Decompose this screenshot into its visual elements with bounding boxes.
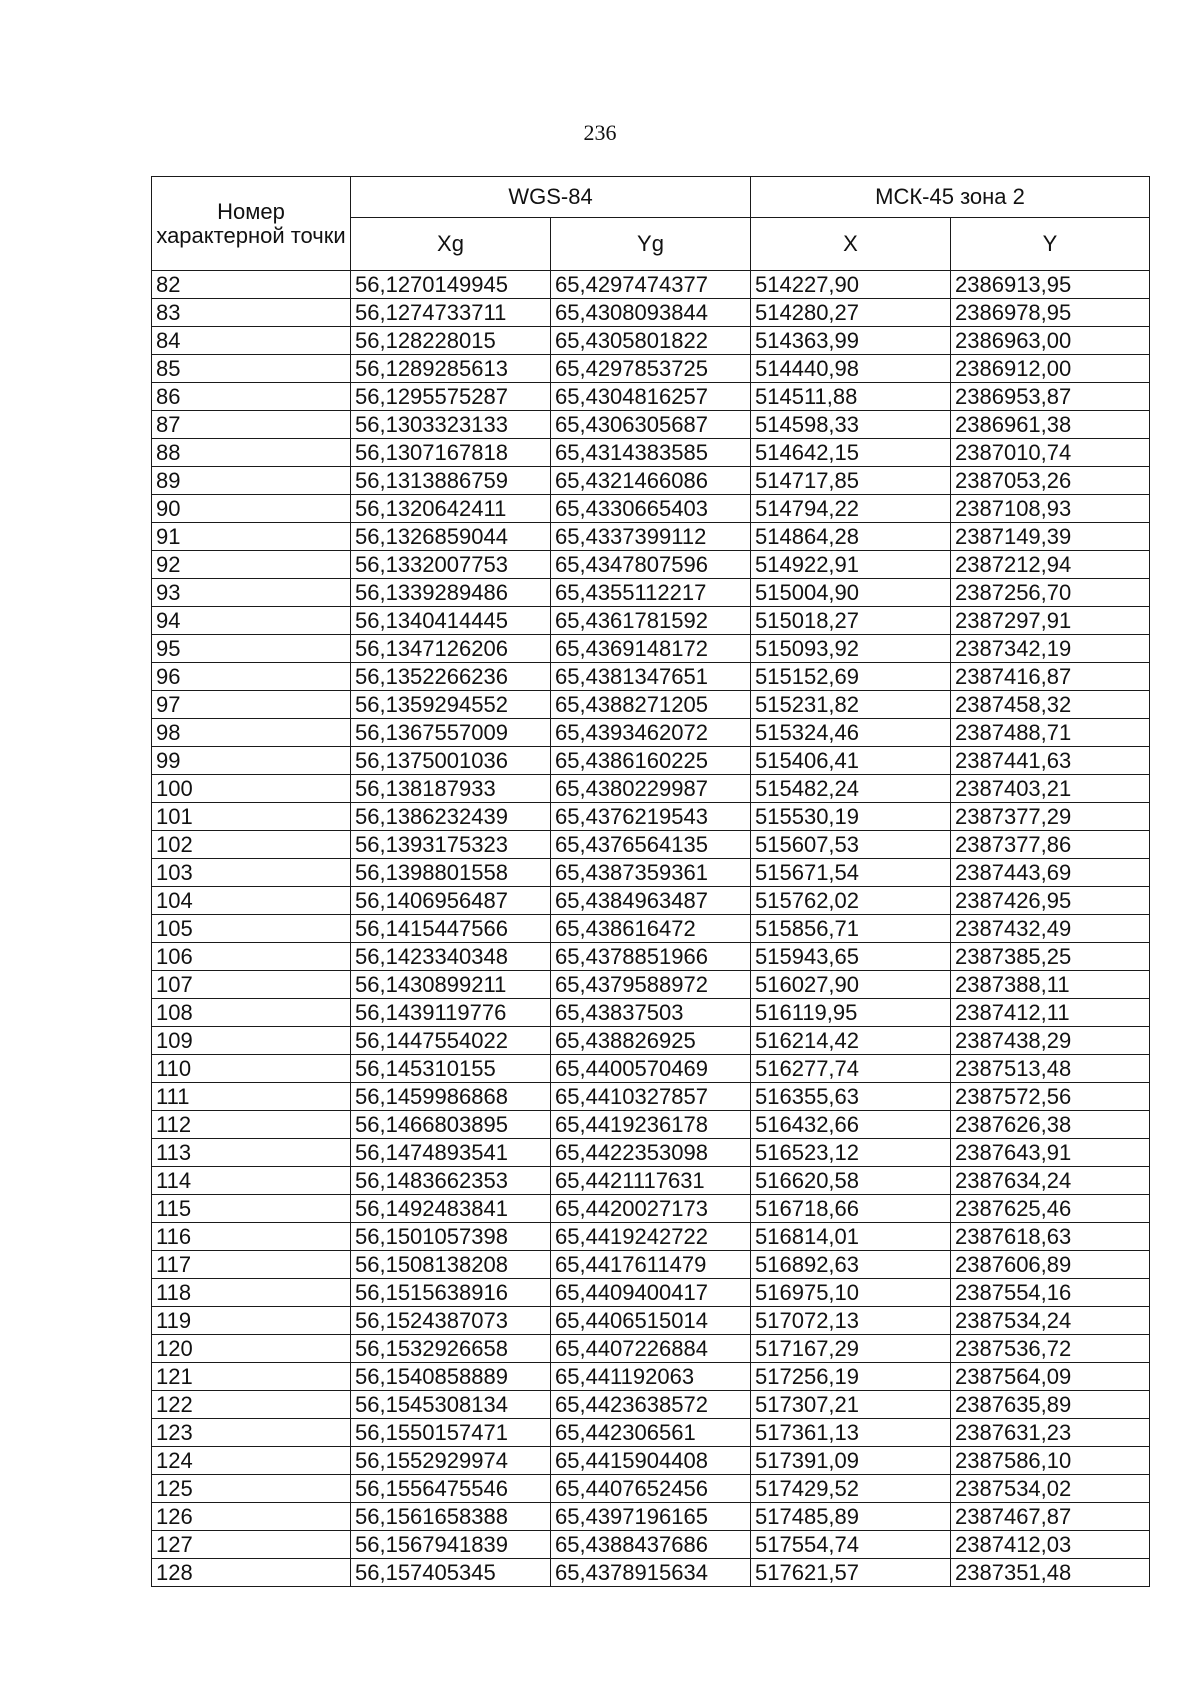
cell-yg: 65,4419236178	[551, 1111, 751, 1139]
table-row	[152, 999, 1150, 1027]
cell-y: 2387351,48	[951, 1559, 1150, 1587]
cell-y: 2386961,38	[951, 411, 1150, 439]
cell-point-number: 126	[152, 1503, 351, 1531]
table-row	[152, 663, 1150, 691]
table-row	[152, 467, 1150, 495]
cell-yg: 65,4330665403	[551, 495, 751, 523]
cell-point-number: 83	[152, 299, 351, 327]
cell-point-number: 117	[152, 1251, 351, 1279]
cell-xg: 56,1466803895	[351, 1111, 551, 1139]
cell-y: 2387377,86	[951, 831, 1150, 859]
cell-yg: 65,4337399112	[551, 523, 751, 551]
cell-yg: 65,4321466086	[551, 467, 751, 495]
cell-x: 517361,13	[751, 1419, 951, 1447]
table-row	[152, 1307, 1150, 1335]
cell-yg: 65,4421117631	[551, 1167, 751, 1195]
table-row	[152, 523, 1150, 551]
table-row	[152, 1559, 1150, 1587]
cell-yg: 65,4409400417	[551, 1279, 751, 1307]
cell-xg: 56,1545308134	[351, 1391, 551, 1419]
cell-x: 517256,19	[751, 1363, 951, 1391]
cell-x: 515856,71	[751, 915, 951, 943]
cell-point-number: 114	[152, 1167, 351, 1195]
table-row	[152, 1279, 1150, 1307]
cell-x: 516432,66	[751, 1111, 951, 1139]
cell-xg: 56,157405345	[351, 1559, 551, 1587]
table-row	[152, 439, 1150, 467]
cell-x: 517391,09	[751, 1447, 951, 1475]
cell-yg: 65,4384963487	[551, 887, 751, 915]
cell-point-number: 101	[152, 803, 351, 831]
cell-point-number: 89	[152, 467, 351, 495]
cell-y: 2387488,71	[951, 719, 1150, 747]
cell-xg: 56,1474893541	[351, 1139, 551, 1167]
cell-x: 516119,95	[751, 999, 951, 1027]
header-wgs84: WGS-84	[351, 177, 751, 218]
cell-y: 2387458,32	[951, 691, 1150, 719]
cell-xg: 56,1340414445	[351, 607, 551, 635]
cell-point-number: 98	[152, 719, 351, 747]
cell-x: 517167,29	[751, 1335, 951, 1363]
cell-x: 514363,99	[751, 327, 951, 355]
cell-x: 517485,89	[751, 1503, 951, 1531]
cell-point-number: 125	[152, 1475, 351, 1503]
cell-y: 2387467,87	[951, 1503, 1150, 1531]
table-row	[152, 971, 1150, 999]
cell-xg: 56,145310155	[351, 1055, 551, 1083]
header-x: X	[751, 218, 951, 271]
cell-yg: 65,4407652456	[551, 1475, 751, 1503]
cell-x: 514922,91	[751, 551, 951, 579]
table-row	[152, 1363, 1150, 1391]
cell-y: 2387212,94	[951, 551, 1150, 579]
cell-y: 2387256,70	[951, 579, 1150, 607]
cell-x: 514440,98	[751, 355, 951, 383]
cell-yg: 65,4376564135	[551, 831, 751, 859]
cell-point-number: 111	[152, 1083, 351, 1111]
cell-yg: 65,4369148172	[551, 635, 751, 663]
cell-point-number: 86	[152, 383, 351, 411]
cell-xg: 56,1439119776	[351, 999, 551, 1027]
cell-xg: 56,1393175323	[351, 831, 551, 859]
cell-x: 515607,53	[751, 831, 951, 859]
cell-xg: 56,138187933	[351, 775, 551, 803]
cell-point-number: 107	[152, 971, 351, 999]
cell-yg: 65,4420027173	[551, 1195, 751, 1223]
cell-x: 515018,27	[751, 607, 951, 635]
cell-point-number: 90	[152, 495, 351, 523]
table-row	[152, 719, 1150, 747]
cell-point-number: 116	[152, 1223, 351, 1251]
cell-point-number: 92	[152, 551, 351, 579]
cell-x: 515324,46	[751, 719, 951, 747]
cell-x: 517429,52	[751, 1475, 951, 1503]
cell-y: 2387572,56	[951, 1083, 1150, 1111]
cell-y: 2387564,09	[951, 1363, 1150, 1391]
table-row	[152, 831, 1150, 859]
cell-yg: 65,4378851966	[551, 943, 751, 971]
cell-y: 2387432,49	[951, 915, 1150, 943]
table-row	[152, 579, 1150, 607]
cell-point-number: 123	[152, 1419, 351, 1447]
cell-yg: 65,4397196165	[551, 1503, 751, 1531]
cell-point-number: 108	[152, 999, 351, 1027]
cell-point-number: 102	[152, 831, 351, 859]
table-row	[152, 1055, 1150, 1083]
cell-x: 517072,13	[751, 1307, 951, 1335]
cell-xg: 56,1459986868	[351, 1083, 551, 1111]
cell-point-number: 124	[152, 1447, 351, 1475]
table-row	[152, 355, 1150, 383]
cell-point-number: 106	[152, 943, 351, 971]
cell-x: 514794,22	[751, 495, 951, 523]
table-row	[152, 1167, 1150, 1195]
table-row	[152, 1139, 1150, 1167]
cell-yg: 65,4379588972	[551, 971, 751, 999]
table-row	[152, 1251, 1150, 1279]
cell-xg: 56,1303323133	[351, 411, 551, 439]
cell-xg: 56,1556475546	[351, 1475, 551, 1503]
cell-y: 2387643,91	[951, 1139, 1150, 1167]
cell-point-number: 84	[152, 327, 351, 355]
cell-xg: 56,1508138208	[351, 1251, 551, 1279]
cell-yg: 65,4415904408	[551, 1447, 751, 1475]
cell-y: 2387053,26	[951, 467, 1150, 495]
cell-xg: 56,1398801558	[351, 859, 551, 887]
table-body	[152, 271, 1150, 1587]
cell-point-number: 96	[152, 663, 351, 691]
cell-x: 516718,66	[751, 1195, 951, 1223]
cell-x: 516355,63	[751, 1083, 951, 1111]
cell-point-number: 88	[152, 439, 351, 467]
header-point-number: Номер характерной точки	[152, 177, 351, 271]
cell-y: 2386912,00	[951, 355, 1150, 383]
cell-xg: 56,1567941839	[351, 1531, 551, 1559]
table-row	[152, 1335, 1150, 1363]
cell-xg: 56,1295575287	[351, 383, 551, 411]
cell-y: 2387416,87	[951, 663, 1150, 691]
table-row	[152, 859, 1150, 887]
cell-x: 515482,24	[751, 775, 951, 803]
cell-xg: 56,1447554022	[351, 1027, 551, 1055]
cell-yg: 65,4388437686	[551, 1531, 751, 1559]
cell-xg: 56,1386232439	[351, 803, 551, 831]
cell-y: 2387625,46	[951, 1195, 1150, 1223]
cell-point-number: 119	[152, 1307, 351, 1335]
table-row	[152, 1083, 1150, 1111]
table-row	[152, 1027, 1150, 1055]
cell-y: 2387606,89	[951, 1251, 1150, 1279]
cell-yg: 65,442306561	[551, 1419, 751, 1447]
cell-y: 2387149,39	[951, 523, 1150, 551]
cell-xg: 56,1550157471	[351, 1419, 551, 1447]
cell-x: 516620,58	[751, 1167, 951, 1195]
cell-yg: 65,4376219543	[551, 803, 751, 831]
cell-point-number: 85	[152, 355, 351, 383]
cell-x: 515762,02	[751, 887, 951, 915]
cell-x: 515943,65	[751, 943, 951, 971]
cell-x: 514511,88	[751, 383, 951, 411]
table-row	[152, 915, 1150, 943]
cell-xg: 56,1561658388	[351, 1503, 551, 1531]
cell-yg: 65,4355112217	[551, 579, 751, 607]
cell-yg: 65,4381347651	[551, 663, 751, 691]
table-row	[152, 887, 1150, 915]
cell-y: 2387513,48	[951, 1055, 1150, 1083]
cell-y: 2386963,00	[951, 327, 1150, 355]
cell-y: 2387634,24	[951, 1167, 1150, 1195]
cell-x: 515530,19	[751, 803, 951, 831]
cell-y: 2387377,29	[951, 803, 1150, 831]
cell-point-number: 87	[152, 411, 351, 439]
cell-yg: 65,4387359361	[551, 859, 751, 887]
table-row	[152, 495, 1150, 523]
cell-point-number: 82	[152, 271, 351, 299]
cell-x: 516277,74	[751, 1055, 951, 1083]
coordinates-table	[151, 176, 1150, 1587]
cell-y: 2387388,11	[951, 971, 1150, 999]
cell-xg: 56,1532926658	[351, 1335, 551, 1363]
cell-xg: 56,1359294552	[351, 691, 551, 719]
cell-yg: 65,4419242722	[551, 1223, 751, 1251]
table-row	[152, 1475, 1150, 1503]
cell-y: 2387534,24	[951, 1307, 1150, 1335]
cell-x: 515406,41	[751, 747, 951, 775]
table-row	[152, 1195, 1150, 1223]
cell-yg: 65,4386160225	[551, 747, 751, 775]
cell-y: 2387403,21	[951, 775, 1150, 803]
cell-yg: 65,4306305687	[551, 411, 751, 439]
cell-yg: 65,4423638572	[551, 1391, 751, 1419]
table-row	[152, 635, 1150, 663]
cell-yg: 65,4378915634	[551, 1559, 751, 1587]
cell-y: 2387441,63	[951, 747, 1150, 775]
cell-x: 516814,01	[751, 1223, 951, 1251]
cell-yg: 65,4308093844	[551, 299, 751, 327]
cell-x: 516027,90	[751, 971, 951, 999]
cell-y: 2387635,89	[951, 1391, 1150, 1419]
cell-xg: 56,1347126206	[351, 635, 551, 663]
cell-y: 2386953,87	[951, 383, 1150, 411]
cell-xg: 56,128228015	[351, 327, 551, 355]
cell-y: 2387536,72	[951, 1335, 1150, 1363]
cell-xg: 56,1339289486	[351, 579, 551, 607]
cell-y: 2387297,91	[951, 607, 1150, 635]
table-row	[152, 775, 1150, 803]
cell-yg: 65,4297853725	[551, 355, 751, 383]
cell-xg: 56,1274733711	[351, 299, 551, 327]
table-row	[152, 943, 1150, 971]
table-row	[152, 1531, 1150, 1559]
cell-xg: 56,1307167818	[351, 439, 551, 467]
cell-x: 515231,82	[751, 691, 951, 719]
cell-x: 516892,63	[751, 1251, 951, 1279]
cell-xg: 56,1415447566	[351, 915, 551, 943]
table-row	[152, 1447, 1150, 1475]
cell-xg: 56,1515638916	[351, 1279, 551, 1307]
cell-point-number: 112	[152, 1111, 351, 1139]
table-row	[152, 1391, 1150, 1419]
cell-xg: 56,1332007753	[351, 551, 551, 579]
cell-yg: 65,43837503	[551, 999, 751, 1027]
cell-yg: 65,438826925	[551, 1027, 751, 1055]
cell-xg: 56,1270149945	[351, 271, 551, 299]
cell-xg: 56,1483662353	[351, 1167, 551, 1195]
cell-xg: 56,1492483841	[351, 1195, 551, 1223]
table-header	[152, 177, 1150, 271]
header-y: Y	[951, 218, 1150, 271]
cell-x: 516975,10	[751, 1279, 951, 1307]
cell-yg: 65,4393462072	[551, 719, 751, 747]
cell-yg: 65,4314383585	[551, 439, 751, 467]
cell-yg: 65,4388271205	[551, 691, 751, 719]
cell-x: 516523,12	[751, 1139, 951, 1167]
cell-point-number: 120	[152, 1335, 351, 1363]
table-row	[152, 1223, 1150, 1251]
cell-y: 2387534,02	[951, 1475, 1150, 1503]
cell-x: 514864,28	[751, 523, 951, 551]
table-row	[152, 383, 1150, 411]
cell-yg: 65,4400570469	[551, 1055, 751, 1083]
cell-point-number: 127	[152, 1531, 351, 1559]
cell-x: 517621,57	[751, 1559, 951, 1587]
cell-x: 514717,85	[751, 467, 951, 495]
cell-point-number: 100	[152, 775, 351, 803]
cell-point-number: 103	[152, 859, 351, 887]
cell-y: 2387412,03	[951, 1531, 1150, 1559]
cell-x: 517307,21	[751, 1391, 951, 1419]
cell-y: 2387618,63	[951, 1223, 1150, 1251]
cell-y: 2387586,10	[951, 1447, 1150, 1475]
cell-point-number: 93	[152, 579, 351, 607]
table-row	[152, 271, 1150, 299]
cell-yg: 65,4410327857	[551, 1083, 751, 1111]
cell-x: 516214,42	[751, 1027, 951, 1055]
cell-x: 514642,15	[751, 439, 951, 467]
cell-y: 2387554,16	[951, 1279, 1150, 1307]
cell-xg: 56,1352266236	[351, 663, 551, 691]
cell-point-number: 115	[152, 1195, 351, 1223]
cell-y: 2387108,93	[951, 495, 1150, 523]
cell-y: 2387443,69	[951, 859, 1150, 887]
cell-yg: 65,4304816257	[551, 383, 751, 411]
cell-point-number: 128	[152, 1559, 351, 1587]
cell-point-number: 97	[152, 691, 351, 719]
cell-x: 515152,69	[751, 663, 951, 691]
cell-y: 2387412,11	[951, 999, 1150, 1027]
table-row	[152, 1111, 1150, 1139]
table-row	[152, 607, 1150, 635]
table-row	[152, 299, 1150, 327]
table-row	[152, 411, 1150, 439]
cell-xg: 56,1320642411	[351, 495, 551, 523]
cell-point-number: 95	[152, 635, 351, 663]
cell-y: 2387385,25	[951, 943, 1150, 971]
cell-x: 515671,54	[751, 859, 951, 887]
cell-xg: 56,1289285613	[351, 355, 551, 383]
cell-xg: 56,1540858889	[351, 1363, 551, 1391]
cell-point-number: 118	[152, 1279, 351, 1307]
cell-xg: 56,1423340348	[351, 943, 551, 971]
table-row	[152, 551, 1150, 579]
cell-x: 517554,74	[751, 1531, 951, 1559]
cell-point-number: 94	[152, 607, 351, 635]
cell-point-number: 109	[152, 1027, 351, 1055]
header-msk45: МСК-45 зона 2	[751, 177, 1150, 218]
header-xg: Xg	[351, 218, 551, 271]
cell-point-number: 113	[152, 1139, 351, 1167]
table-row	[152, 1419, 1150, 1447]
cell-y: 2387626,38	[951, 1111, 1150, 1139]
cell-y: 2387426,95	[951, 887, 1150, 915]
cell-xg: 56,1313886759	[351, 467, 551, 495]
cell-y: 2387010,74	[951, 439, 1150, 467]
cell-point-number: 121	[152, 1363, 351, 1391]
cell-y: 2387631,23	[951, 1419, 1150, 1447]
table-row	[152, 747, 1150, 775]
cell-yg: 65,4305801822	[551, 327, 751, 355]
table-row	[152, 691, 1150, 719]
cell-y: 2387438,29	[951, 1027, 1150, 1055]
cell-yg: 65,438616472	[551, 915, 751, 943]
cell-x: 515004,90	[751, 579, 951, 607]
cell-yg: 65,441192063	[551, 1363, 751, 1391]
cell-xg: 56,1367557009	[351, 719, 551, 747]
cell-x: 514227,90	[751, 271, 951, 299]
cell-xg: 56,1552929974	[351, 1447, 551, 1475]
cell-yg: 65,4297474377	[551, 271, 751, 299]
cell-point-number: 104	[152, 887, 351, 915]
cell-point-number: 122	[152, 1391, 351, 1419]
cell-x: 514280,27	[751, 299, 951, 327]
header-yg: Yg	[551, 218, 751, 271]
cell-y: 2386978,95	[951, 299, 1150, 327]
cell-point-number: 99	[152, 747, 351, 775]
table-row	[152, 1503, 1150, 1531]
cell-point-number: 110	[152, 1055, 351, 1083]
cell-yg: 65,4417611479	[551, 1251, 751, 1279]
cell-xg: 56,1406956487	[351, 887, 551, 915]
cell-point-number: 91	[152, 523, 351, 551]
cell-yg: 65,4380229987	[551, 775, 751, 803]
table-row	[152, 803, 1150, 831]
page-number: 236	[583, 120, 617, 145]
cell-yg: 65,4347807596	[551, 551, 751, 579]
cell-y: 2387342,19	[951, 635, 1150, 663]
cell-y: 2386913,95	[951, 271, 1150, 299]
cell-yg: 65,4407226884	[551, 1335, 751, 1363]
cell-yg: 65,4406515014	[551, 1307, 751, 1335]
table-row	[152, 327, 1150, 355]
cell-xg: 56,1430899211	[351, 971, 551, 999]
cell-yg: 65,4422353098	[551, 1139, 751, 1167]
cell-point-number: 105	[152, 915, 351, 943]
cell-xg: 56,1326859044	[351, 523, 551, 551]
cell-yg: 65,4361781592	[551, 607, 751, 635]
cell-xg: 56,1501057398	[351, 1223, 551, 1251]
cell-x: 514598,33	[751, 411, 951, 439]
cell-xg: 56,1524387073	[351, 1307, 551, 1335]
cell-xg: 56,1375001036	[351, 747, 551, 775]
cell-x: 515093,92	[751, 635, 951, 663]
